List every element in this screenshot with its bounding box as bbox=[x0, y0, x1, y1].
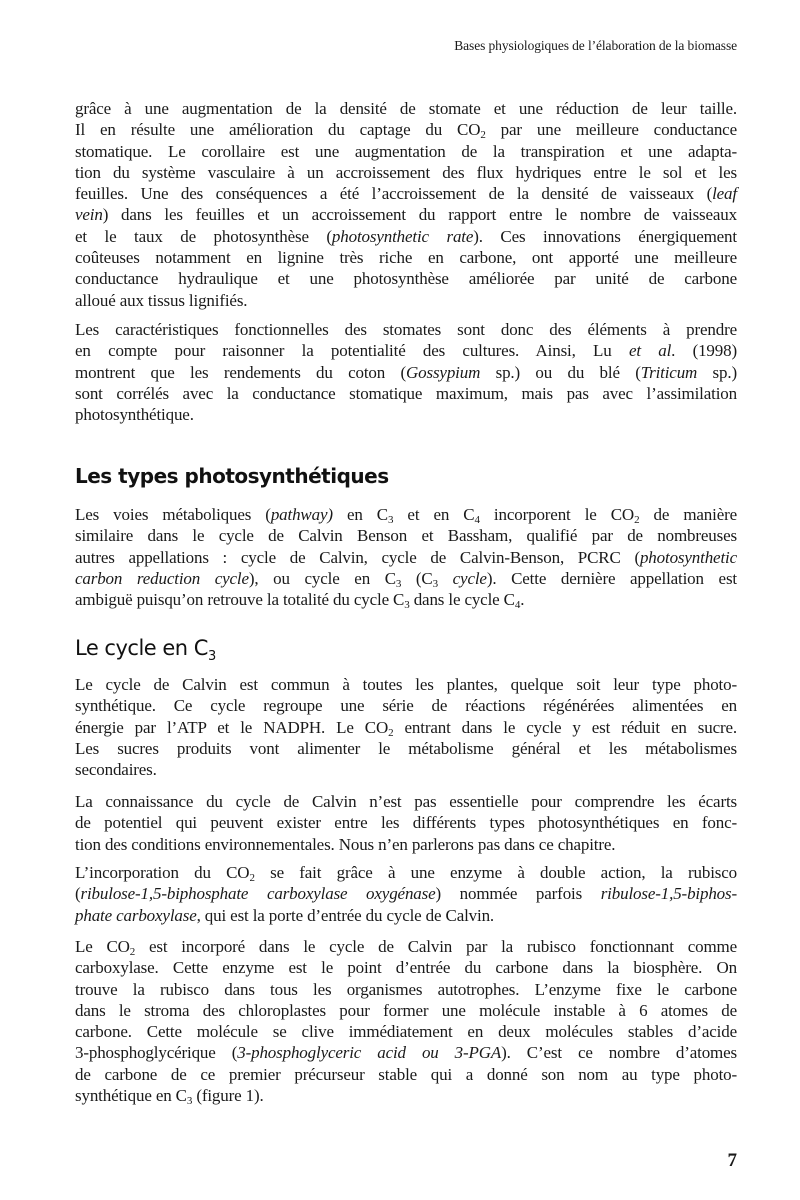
text-run: Les caractéristiques fonctionnelles des stomates sont donc des éléments à prendre bbox=[75, 320, 737, 339]
paragraph-co2-incorporation bbox=[75, 936, 737, 1106]
italic-text: photosynthetic bbox=[639, 547, 737, 567]
text-line bbox=[75, 226, 737, 247]
text-line bbox=[75, 183, 737, 204]
text-line bbox=[75, 979, 737, 1000]
italic-text: et al bbox=[628, 341, 672, 361]
subscript: 2 bbox=[129, 946, 136, 958]
text-run: ). C’est ce nombre d’atomes bbox=[501, 1043, 737, 1063]
subscript: 3 bbox=[387, 514, 394, 526]
text-line bbox=[75, 362, 737, 383]
text-run: énergie par l’ATP et le NADPH. Le CO bbox=[75, 717, 389, 737]
text-line bbox=[75, 738, 737, 759]
text-line bbox=[75, 247, 737, 268]
text-line bbox=[75, 589, 737, 610]
text-run: carboxylase. Cette enzyme est le point d’entrée du carbone dans la biosphère. On bbox=[75, 958, 737, 978]
text-run: conductance hydraulique et une photosynthèse améliorée par unité de carbone bbox=[75, 269, 737, 289]
text-run: Les voies métaboliques ( bbox=[75, 505, 271, 524]
text-line bbox=[75, 1085, 737, 1106]
text-line bbox=[75, 290, 737, 311]
text-run: similaire dans le cycle de Calvin Benson et Bassham, qualifié par de nombreuses bbox=[75, 526, 737, 546]
text-line bbox=[75, 834, 737, 855]
paragraph-calvin-cycle bbox=[75, 674, 737, 780]
text-line bbox=[75, 568, 737, 589]
text-run: dans le stroma des chloroplastes pour former une molécule instable à 6 atomes de bbox=[75, 1000, 737, 1020]
paragraph-calvin-knowledge bbox=[75, 791, 737, 855]
italic-text: 3-phosphoglyceric acid ou 3-PGA bbox=[237, 1043, 502, 1063]
paragraph-rubisco bbox=[75, 862, 737, 926]
text-run: carbone. Cette molécule se clive immédiatement en deux molécules stables d’acide bbox=[75, 1022, 737, 1042]
subscript: 2 bbox=[249, 872, 255, 884]
text-run: de carbone de ce premier précurseur stable qui a donné son nom au type photo- bbox=[75, 1064, 737, 1084]
subscript: 3 bbox=[432, 577, 438, 590]
italic-text: Gossypium bbox=[406, 362, 481, 382]
text-run: ), ou cycle en C bbox=[248, 568, 396, 588]
text-run: entrant dans le cycle y est réduit en sucre. bbox=[393, 717, 737, 737]
italic-text: photosynthetic rate bbox=[331, 226, 474, 246]
text-line bbox=[75, 1021, 737, 1042]
text-run: ambiguë puisqu’on retrouve la totalité du cycle C bbox=[75, 590, 405, 610]
text-run: ) dans les feuilles et un accroissement du rapport entre le nombre de vaisseaux bbox=[102, 205, 737, 225]
text-line bbox=[75, 504, 737, 525]
paragraph-metabolic-pathways bbox=[75, 504, 737, 610]
running-head: Bases physiologiques de l’élaboration de la biomasse bbox=[454, 38, 737, 53]
text-line bbox=[75, 162, 737, 183]
text-line bbox=[75, 759, 737, 780]
text-line bbox=[75, 957, 737, 978]
text-run: (C bbox=[401, 568, 433, 588]
text-run: dans le cycle C bbox=[409, 590, 515, 610]
italic-text: Triticum bbox=[640, 362, 698, 382]
section-heading-photosynthetic-types: Les types photosynthétiques bbox=[75, 464, 389, 488]
text-run: sp.) ou du blé ( bbox=[480, 362, 641, 382]
text-line bbox=[75, 883, 737, 904]
text-run: en C bbox=[332, 505, 388, 524]
subscript: 3 bbox=[395, 577, 402, 590]
text-line bbox=[75, 383, 737, 404]
text-line bbox=[75, 862, 737, 883]
text-run: tion du système vasculaire à un accroissement des flux hydriques entre le sol et les bbox=[75, 162, 737, 182]
italic-text: phate carboxylase bbox=[75, 905, 197, 925]
text-line bbox=[75, 141, 737, 162]
text-run: Les sucres produits vont alimenter le métabolisme général et les métabolismes bbox=[75, 738, 737, 758]
text-run: par une meilleure conductance bbox=[485, 120, 737, 140]
text-run: se fait grâce à une enzyme à double action, la rubisco bbox=[254, 863, 737, 882]
subscript: 4 bbox=[474, 514, 480, 526]
text-run: coûteuses notamment en lignine très riche en carbone, ont apporté une meilleure bbox=[75, 248, 737, 268]
text-run: et en C bbox=[393, 505, 475, 524]
text-run: incorporent le CO bbox=[479, 505, 635, 524]
text-run: trouve la rubisco dans tous les organismes autotrophes. L’enzyme fixe le carbone bbox=[75, 979, 737, 999]
text-run: ). Cette dernière appellation est bbox=[486, 568, 737, 588]
text-run: et le taux de photosynthèse ( bbox=[75, 226, 332, 246]
paragraph-stomata-density bbox=[75, 98, 737, 311]
text-run: Le cycle de Calvin est commun à toutes les plantes, quelque soit leur type photo- bbox=[75, 675, 737, 694]
italic-text: vein bbox=[75, 205, 103, 225]
text-run: L’incorporation du CO bbox=[75, 863, 250, 882]
text-run: ). Ces innovations énergiquement bbox=[473, 226, 737, 246]
text-line bbox=[75, 404, 737, 425]
text-run: synthétique en C bbox=[75, 1086, 187, 1106]
heading-subscript: 3 bbox=[207, 649, 216, 664]
text-line bbox=[75, 717, 737, 738]
text-line bbox=[75, 1042, 737, 1063]
subsection-heading-c3-cycle bbox=[75, 636, 216, 664]
text-run: Le CO bbox=[75, 937, 130, 956]
text-run: sp.) bbox=[697, 362, 737, 382]
paragraph-stomata-functional bbox=[75, 319, 737, 425]
text-line bbox=[75, 119, 737, 140]
text-run: (figure 1). bbox=[192, 1086, 264, 1106]
text-line bbox=[75, 340, 737, 361]
text-run: La connaissance du cycle de Calvin n’est pas essentielle pour comprendre les écarts bbox=[75, 792, 737, 811]
text-run: tion des conditions environnementales. Nous n’en parlerons pas dans ce chapitre. bbox=[75, 834, 616, 854]
text-run: de potentiel qui peuvent exister entre les différents types photosynthétiques en fonc- bbox=[75, 813, 737, 833]
text-run: photosynthétique. bbox=[75, 405, 194, 425]
subscript: 3 bbox=[404, 599, 410, 612]
text-run bbox=[438, 569, 453, 588]
text-line bbox=[75, 1064, 737, 1085]
heading-text: Le cycle en C bbox=[75, 636, 208, 660]
text-run: synthétique. Ce cycle regroupe une série de réactions régénérées alimentées en bbox=[75, 696, 737, 716]
text-line bbox=[75, 791, 737, 812]
page-number: 7 bbox=[727, 1150, 737, 1171]
subscript: 3 bbox=[186, 1095, 193, 1108]
text-line bbox=[75, 1000, 737, 1021]
text-run: alloué aux tissus lignifiés. bbox=[75, 290, 248, 310]
text-line bbox=[75, 525, 737, 546]
text-run: Il en résulte une amélioration du captage du CO bbox=[75, 120, 481, 140]
subscript: 4 bbox=[514, 599, 521, 612]
text-line bbox=[75, 695, 737, 716]
text-run: ) nommée parfois bbox=[435, 884, 601, 904]
text-run: . (1998) bbox=[671, 341, 737, 361]
text-run: autres appellations : cycle de Calvin, cycle de Calvin-Benson, PCRC ( bbox=[75, 547, 640, 567]
italic-text: ribulose-1,5-biphos- bbox=[600, 884, 738, 904]
text-line bbox=[75, 905, 737, 926]
italic-text: carbon reduction cycle bbox=[75, 568, 249, 588]
text-line bbox=[75, 812, 737, 833]
text-run: montrent que les rendements du coton ( bbox=[75, 362, 407, 382]
text-run: feuilles. Une des conséquences a été l’accroissement de la densité de vaisseaux ( bbox=[75, 184, 713, 204]
subscript: 2 bbox=[480, 129, 486, 142]
text-run: en compte pour raisonner la potentialité des cultures. Ainsi, Lu bbox=[75, 341, 629, 361]
text-line bbox=[75, 936, 737, 957]
text-line bbox=[75, 268, 737, 289]
text-line bbox=[75, 319, 737, 340]
italic-text: ribulose-1,5-biphosphate carboxylase oxygénase bbox=[80, 884, 436, 904]
text-run: est incorporé dans le cycle de Calvin par la rubisco fonctionnant comme bbox=[135, 937, 737, 956]
text-line bbox=[75, 98, 737, 119]
subscript: 2 bbox=[634, 514, 640, 526]
text-line bbox=[75, 674, 737, 695]
text-run: stomatique. Le corollaire est une augmentation de la transpiration et une adapta- bbox=[75, 141, 737, 161]
text-run: grâce à une augmentation de la densité de stomate et une réduction de leur taille. bbox=[75, 99, 737, 118]
text-run: , qui est la porte d’entrée du cycle de Calvin. bbox=[196, 905, 495, 925]
text-line bbox=[75, 204, 737, 225]
text-run: ( bbox=[75, 884, 81, 904]
text-run: de manière bbox=[639, 505, 738, 524]
text-run: secondaires. bbox=[75, 760, 157, 780]
text-run: 3-phosphoglycérique ( bbox=[75, 1043, 238, 1063]
italic-text: cycle bbox=[452, 568, 487, 588]
italic-text: leaf bbox=[712, 184, 737, 204]
text-run: . bbox=[520, 590, 525, 610]
text-run: sont corrélés avec la conductance stomatique maximum, mais pas avec l’assimilation bbox=[75, 383, 737, 403]
subscript: 2 bbox=[388, 726, 394, 739]
italic-text: pathway) bbox=[270, 505, 333, 524]
text-line bbox=[75, 547, 737, 568]
